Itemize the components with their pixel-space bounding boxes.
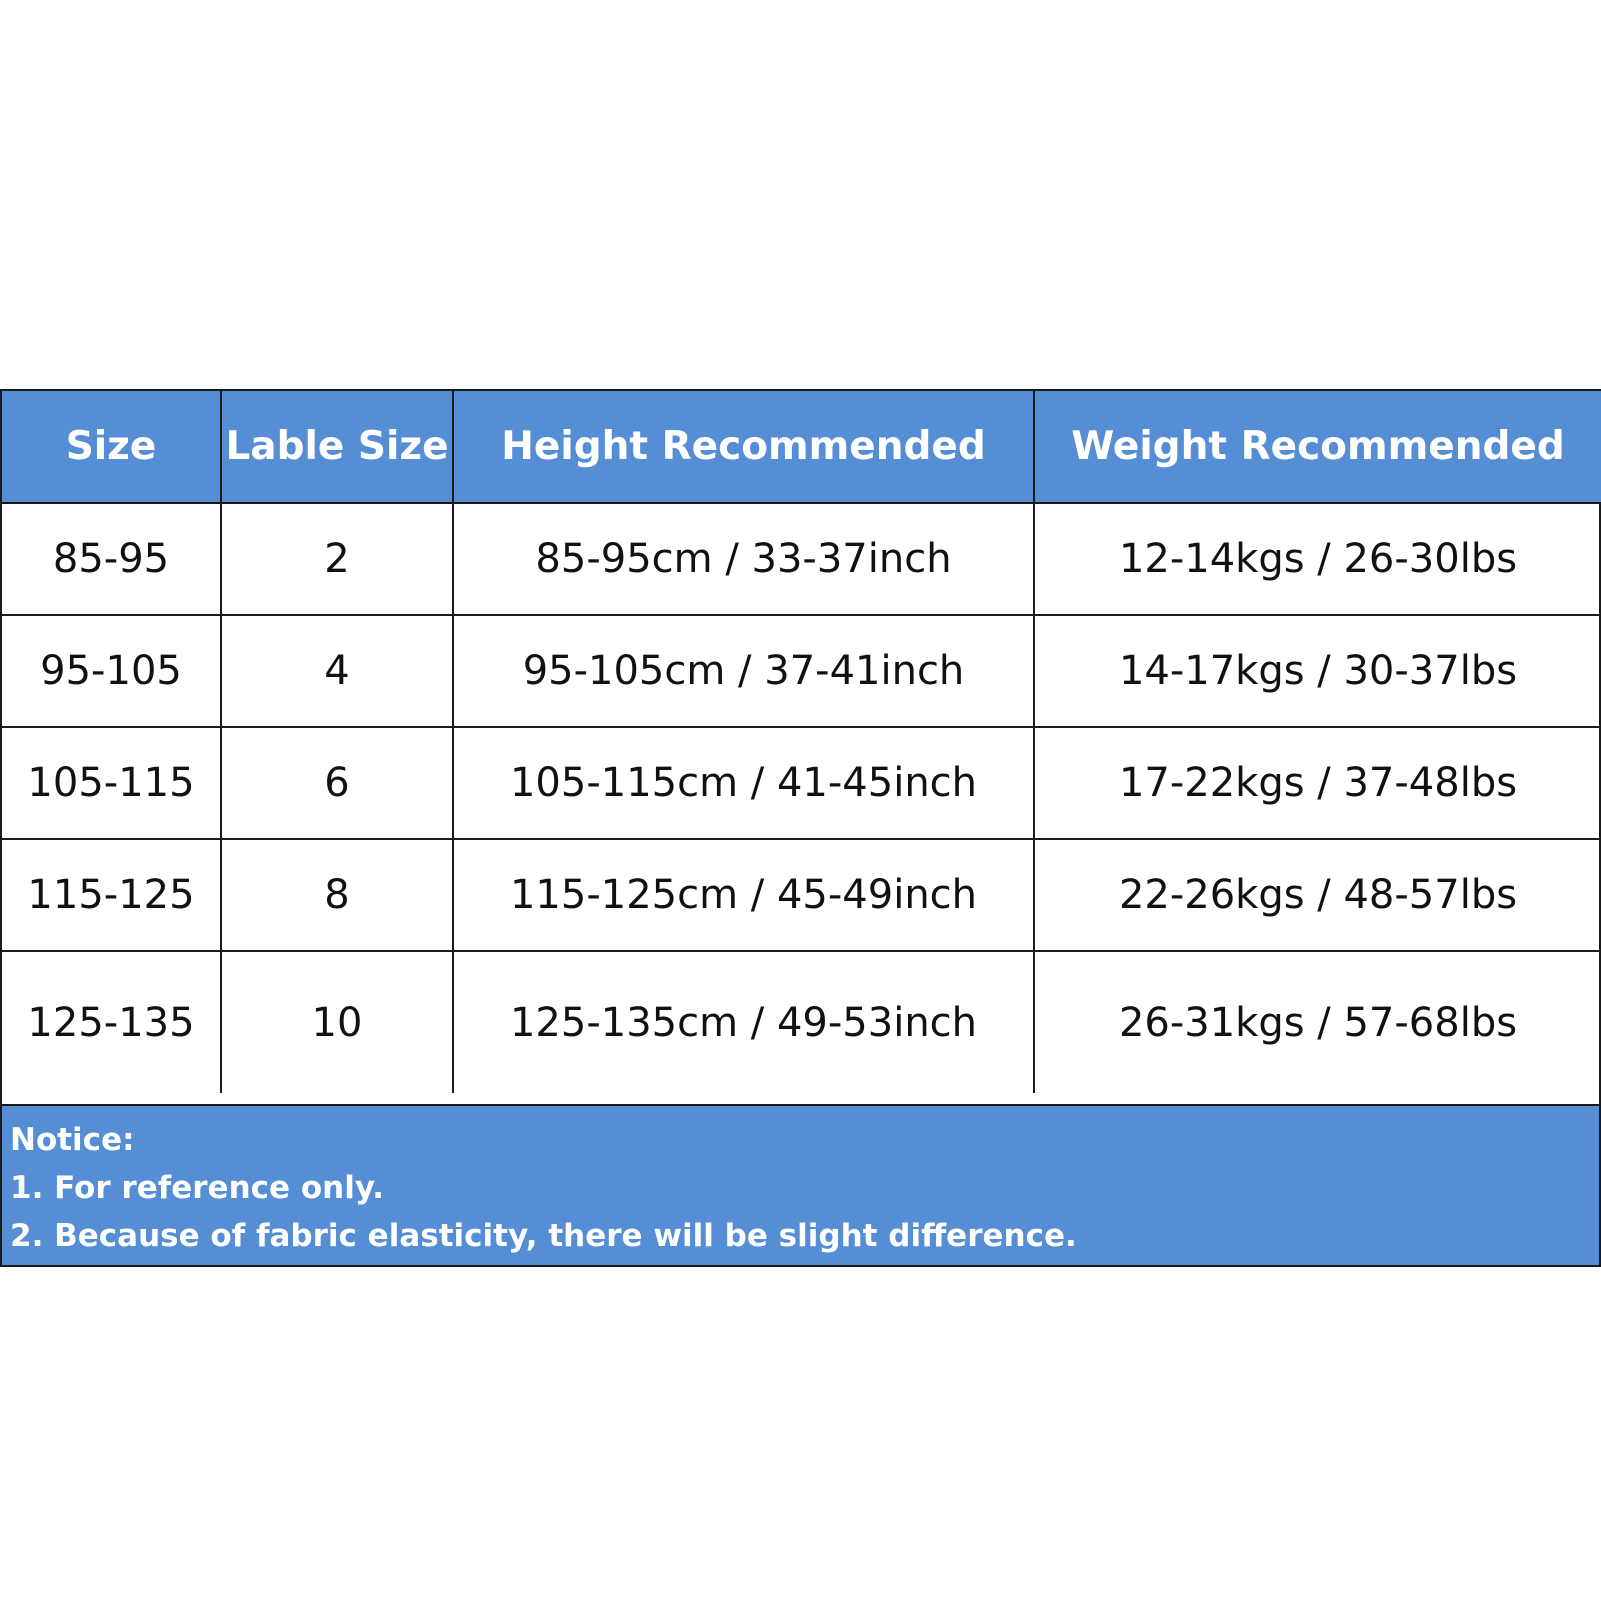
- table-row: [2, 951, 1601, 1093]
- table-row: [2, 727, 1601, 839]
- cell-label-size: 4: [221, 615, 453, 727]
- cell-size: 95-105: [2, 615, 221, 727]
- cell-size: 85-95: [2, 503, 221, 615]
- cell-weight: 14-17kgs / 30-37lbs: [1034, 615, 1601, 727]
- cell-height: 105-115cm / 41-45inch: [453, 727, 1034, 839]
- column-header-weight: Weight Recommended: [1034, 391, 1601, 503]
- size-table: [2, 391, 1601, 1093]
- cell-weight: 22-26kgs / 48-57lbs: [1034, 839, 1601, 951]
- cell-size: 125-135: [2, 951, 221, 1093]
- notice-line: 1. For reference only.: [10, 1170, 384, 1206]
- column-header-size: Size: [2, 391, 221, 503]
- table-row: [2, 839, 1601, 951]
- cell-label-size: 2: [221, 503, 453, 615]
- cell-weight: 17-22kgs / 37-48lbs: [1034, 727, 1601, 839]
- cell-label-size: 10: [221, 951, 453, 1093]
- cell-size: 105-115: [2, 727, 221, 839]
- cell-height: 85-95cm / 33-37inch: [453, 503, 1034, 615]
- table-row: [2, 615, 1601, 727]
- cell-label-size: 6: [221, 727, 453, 839]
- cell-height: 115-125cm / 45-49inch: [453, 839, 1034, 951]
- header-row: [2, 391, 1601, 503]
- table-row: [2, 503, 1601, 615]
- size-chart: [0, 389, 1601, 1267]
- column-header-height: Height Recommended: [453, 391, 1034, 503]
- notice-title: Notice:: [10, 1122, 135, 1158]
- cell-height: 125-135cm / 49-53inch: [453, 951, 1034, 1093]
- column-header-label-size: Lable Size: [221, 391, 453, 503]
- cell-weight: 12-14kgs / 26-30lbs: [1034, 503, 1601, 615]
- cell-label-size: 8: [221, 839, 453, 951]
- cell-height: 95-105cm / 37-41inch: [453, 615, 1034, 727]
- notice-box: [2, 1104, 1599, 1265]
- notice-line: 2. Because of fabric elasticity, there will be slight difference.: [10, 1218, 1077, 1254]
- cell-size: 115-125: [2, 839, 221, 951]
- cell-weight: 26-31kgs / 57-68lbs: [1034, 951, 1601, 1093]
